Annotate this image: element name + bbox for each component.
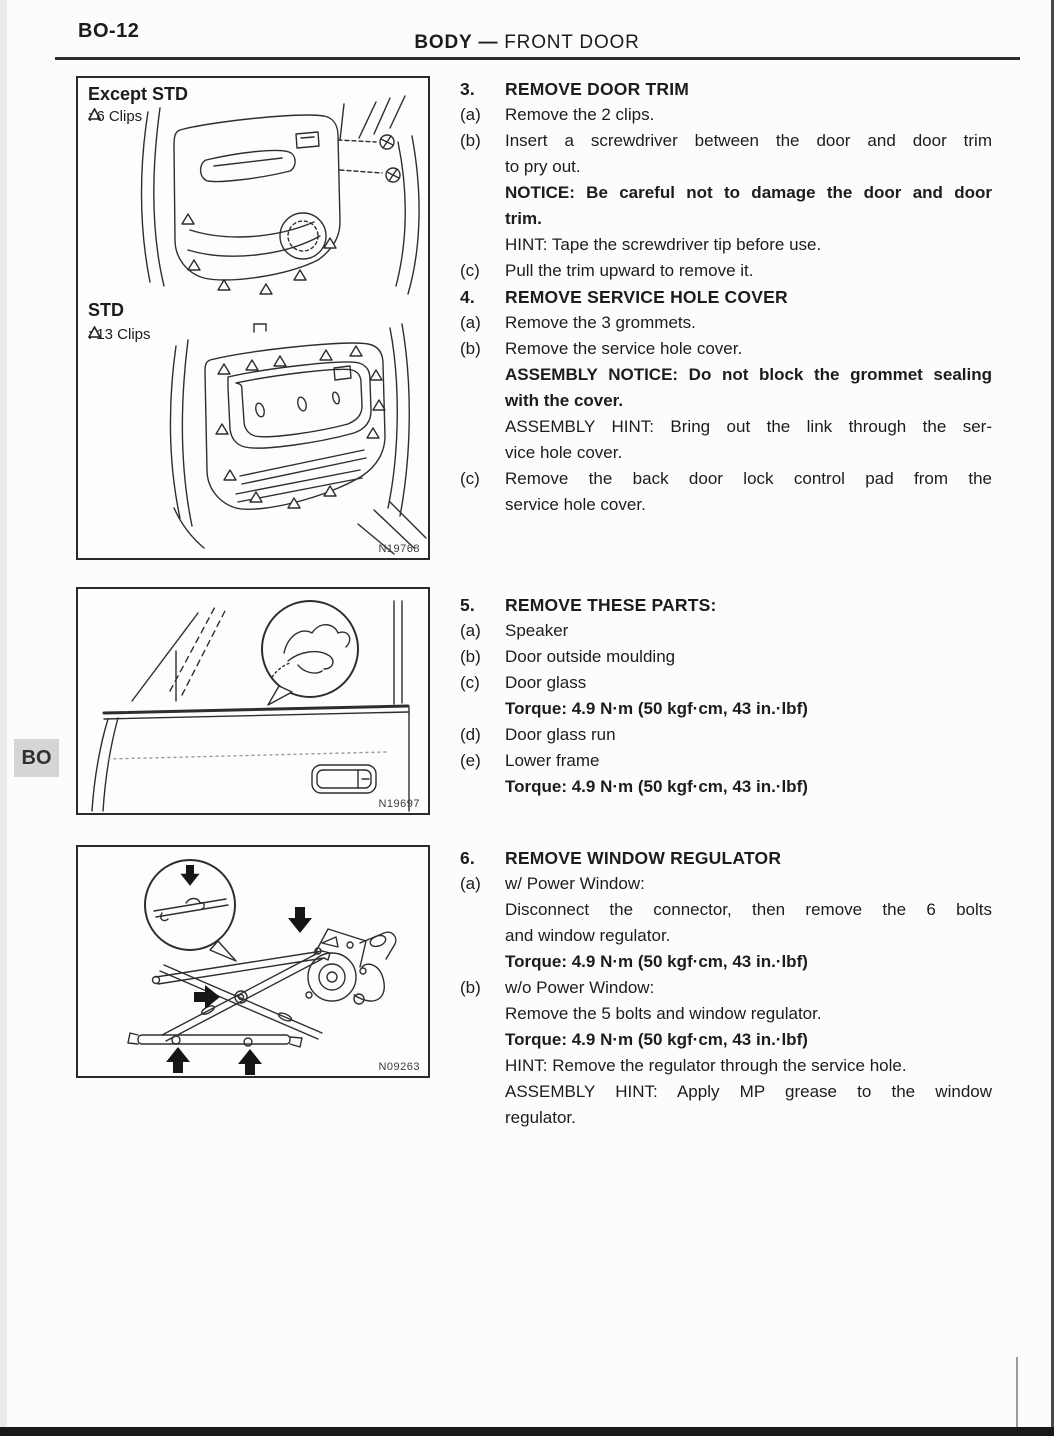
- step-number: 5.: [460, 595, 475, 615]
- step-item: (a) Speaker: [460, 621, 569, 640]
- step-number: 4.: [460, 287, 475, 307]
- figure-door-trim: [76, 76, 430, 560]
- step-title: REMOVE THESE PARTS:: [505, 595, 717, 615]
- figure-code: N19768: [378, 543, 420, 555]
- step-item: (a) w/ Power Window:: [460, 874, 645, 893]
- window-regulator-illustration: [78, 847, 428, 1076]
- step-item: (a) Remove the 3 grommets.: [460, 313, 696, 332]
- hint-text: HINT: Remove the regulator through the service hole.: [505, 1056, 907, 1075]
- step-4-heading: [460, 284, 992, 310]
- section-side-tab: BO: [14, 739, 59, 777]
- step-item: (c) Door glass: [460, 673, 587, 692]
- step-item: (c) Remove the back door lock control pad from the service hole cover.: [460, 469, 992, 514]
- step-5-heading: [460, 592, 992, 618]
- page-left-edge: [0, 0, 7, 1436]
- figure-label-std: STD: [88, 300, 124, 320]
- step-item: Disconnect the connector, then remove the 6 bolts and window regulator.: [505, 900, 992, 945]
- step-item: (b) Door outside moulding: [460, 647, 676, 666]
- header-separator: —: [478, 32, 499, 53]
- step-number: 6.: [460, 848, 475, 868]
- clip-symbol-icon: [88, 326, 101, 338]
- step-item: (b) Remove the service hole cover.: [460, 339, 743, 358]
- header-title: FRONT DOOR: [504, 32, 640, 53]
- steps-3-4: [460, 76, 992, 518]
- down-arrow-icon: [288, 907, 312, 933]
- step-6: [460, 845, 992, 1131]
- scan-artifact-line: [1016, 1357, 1018, 1427]
- right-arrow-icon: [194, 985, 220, 1009]
- page-header: [0, 32, 1054, 54]
- clip-symbol-icon: [88, 108, 101, 120]
- step-item: (b) Insert a screwdriver between the door and door trim to pry out.: [460, 131, 992, 176]
- step-3-heading: [460, 76, 992, 102]
- step-title: REMOVE DOOR TRIM: [505, 79, 690, 99]
- page-number: BO-12: [78, 20, 140, 42]
- header-section: BODY: [414, 32, 473, 53]
- figure-code: N09263: [378, 1061, 420, 1073]
- figure-label-except-std: Except STD: [88, 84, 189, 104]
- figure-clips-note-top: : 6 Clips: [88, 108, 143, 125]
- up-arrow-icon: [166, 1047, 190, 1073]
- step-item: (b) w/o Power Window:: [460, 978, 655, 997]
- assembly-notice-text: ASSEMBLY NOTICE: Do not block the grommet sealing with the cover.: [505, 365, 992, 410]
- figure-window-regulator: [76, 845, 430, 1078]
- torque-spec: Torque: 4.9 N·m (50 kgf·cm, 43 in.·lbf): [505, 777, 808, 796]
- notice-text: NOTICE: Be careful not to damage the door and door trim.: [505, 183, 992, 228]
- down-arrow-icon: [180, 865, 199, 886]
- figure-code: N19697: [378, 798, 420, 810]
- step-6-heading: [460, 845, 992, 871]
- step-title: REMOVE SERVICE HOLE COVER: [505, 287, 788, 307]
- up-arrow-icon: [238, 1049, 262, 1075]
- header-rule: [55, 57, 1020, 60]
- step-item: Remove the 5 bolts and window regulator.: [505, 1004, 822, 1023]
- assembly-hint-text: ASSEMBLY HINT: Bring out the link through the ser- vice hole cover.: [505, 417, 992, 462]
- figure-door-moulding: [76, 587, 430, 815]
- step-item: (a) Remove the 2 clips.: [460, 105, 655, 124]
- page-bottom-bar: [0, 1427, 1054, 1436]
- step-title: REMOVE WINDOW REGULATOR: [505, 848, 782, 868]
- door-trim-illustration: [78, 78, 428, 558]
- torque-spec: Torque: 4.9 N·m (50 kgf·cm, 43 in.·lbf): [505, 699, 808, 718]
- step-item: (e) Lower frame: [460, 751, 600, 770]
- step-number: 3.: [460, 79, 475, 99]
- torque-spec: Torque: 4.9 N·m (50 kgf·cm, 43 in.·lbf): [505, 1030, 808, 1049]
- figure-clips-note-bottom: : 13 Clips: [88, 326, 151, 343]
- step-item: (d) Door glass run: [460, 725, 616, 744]
- step-item: (c) Pull the trim upward to remove it.: [460, 261, 754, 280]
- assembly-hint-text: ASSEMBLY HINT: Apply MP grease to the window regulator.: [505, 1082, 992, 1127]
- step-5: [460, 592, 992, 800]
- hint-text: HINT: Tape the screwdriver tip before use.: [505, 235, 822, 254]
- door-moulding-illustration: [78, 589, 428, 813]
- torque-spec: Torque: 4.9 N·m (50 kgf·cm, 43 in.·lbf): [505, 952, 808, 971]
